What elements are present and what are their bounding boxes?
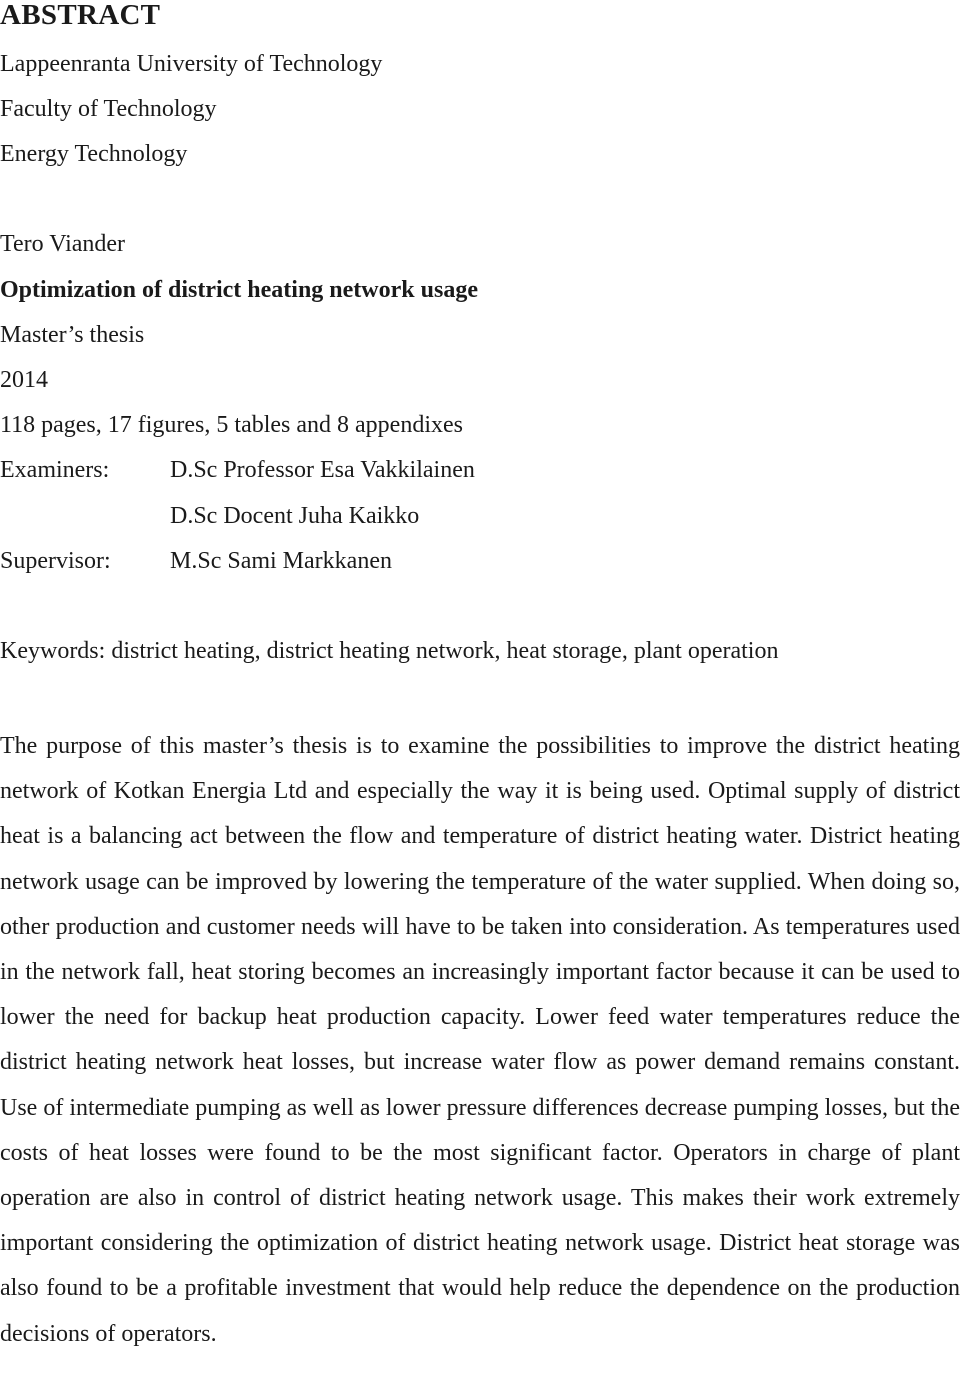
examiner-2: D.Sc Docent Juha Kaikko (170, 503, 420, 529)
university-name: Lappeenranta University of Technology (0, 51, 383, 77)
thesis-title: Optimization of district heating network usage (0, 277, 478, 303)
supervisor-label: Supervisor: (0, 548, 111, 574)
abstract-heading: ABSTRACT (0, 0, 161, 31)
abstract-body: The purpose of this master’s thesis is to examine the possibilities to improve the district heating network of Kotkan Energia Ltd and especially the way it is being used. Optimal supply of district heat is a balancing act between the flow and temperature of district heating water. District heating network usage can be improved by lowering the temperature of the water supplied. When doing so, other production and customer needs will have to be taken into consideration. As temperatures used in the network fall, heat storing becomes an increasingly important factor because it can be used to lower the need for backup heat production capacity. Lower feed water temperatures reduce the district heating network heat losses, but increase water flow as power demand remains constant. Use of intermediate pumping as well as lower pressure differences decrease pumping losses, but the costs of heat losses were found to be the most significant factor. Operators in charge of plant operation are also in control of district heating network usage. This makes their work extremely important considering the optimization of district heating network usage. District heat storage was also found to be a profitable investment that would help reduce the dependence on the production decisions of operators. (0, 733, 960, 1347)
department-name: Energy Technology (0, 141, 188, 167)
author-name: Tero Viander (0, 231, 126, 257)
thesis-extent: 118 pages, 17 figures, 5 tables and 8 appendixes (0, 412, 463, 438)
keywords-line: Keywords: district heating, district heating network, heat storage, plant operation (0, 638, 779, 664)
examiners-label: Examiners: (0, 457, 110, 483)
thesis-type: Master’s thesis (0, 322, 145, 348)
supervisor-name: M.Sc Sami Markkanen (170, 548, 392, 574)
thesis-year: 2014 (0, 367, 48, 393)
examiner-1: D.Sc Professor Esa Vakkilainen (170, 457, 475, 483)
faculty-name: Faculty of Technology (0, 96, 217, 122)
